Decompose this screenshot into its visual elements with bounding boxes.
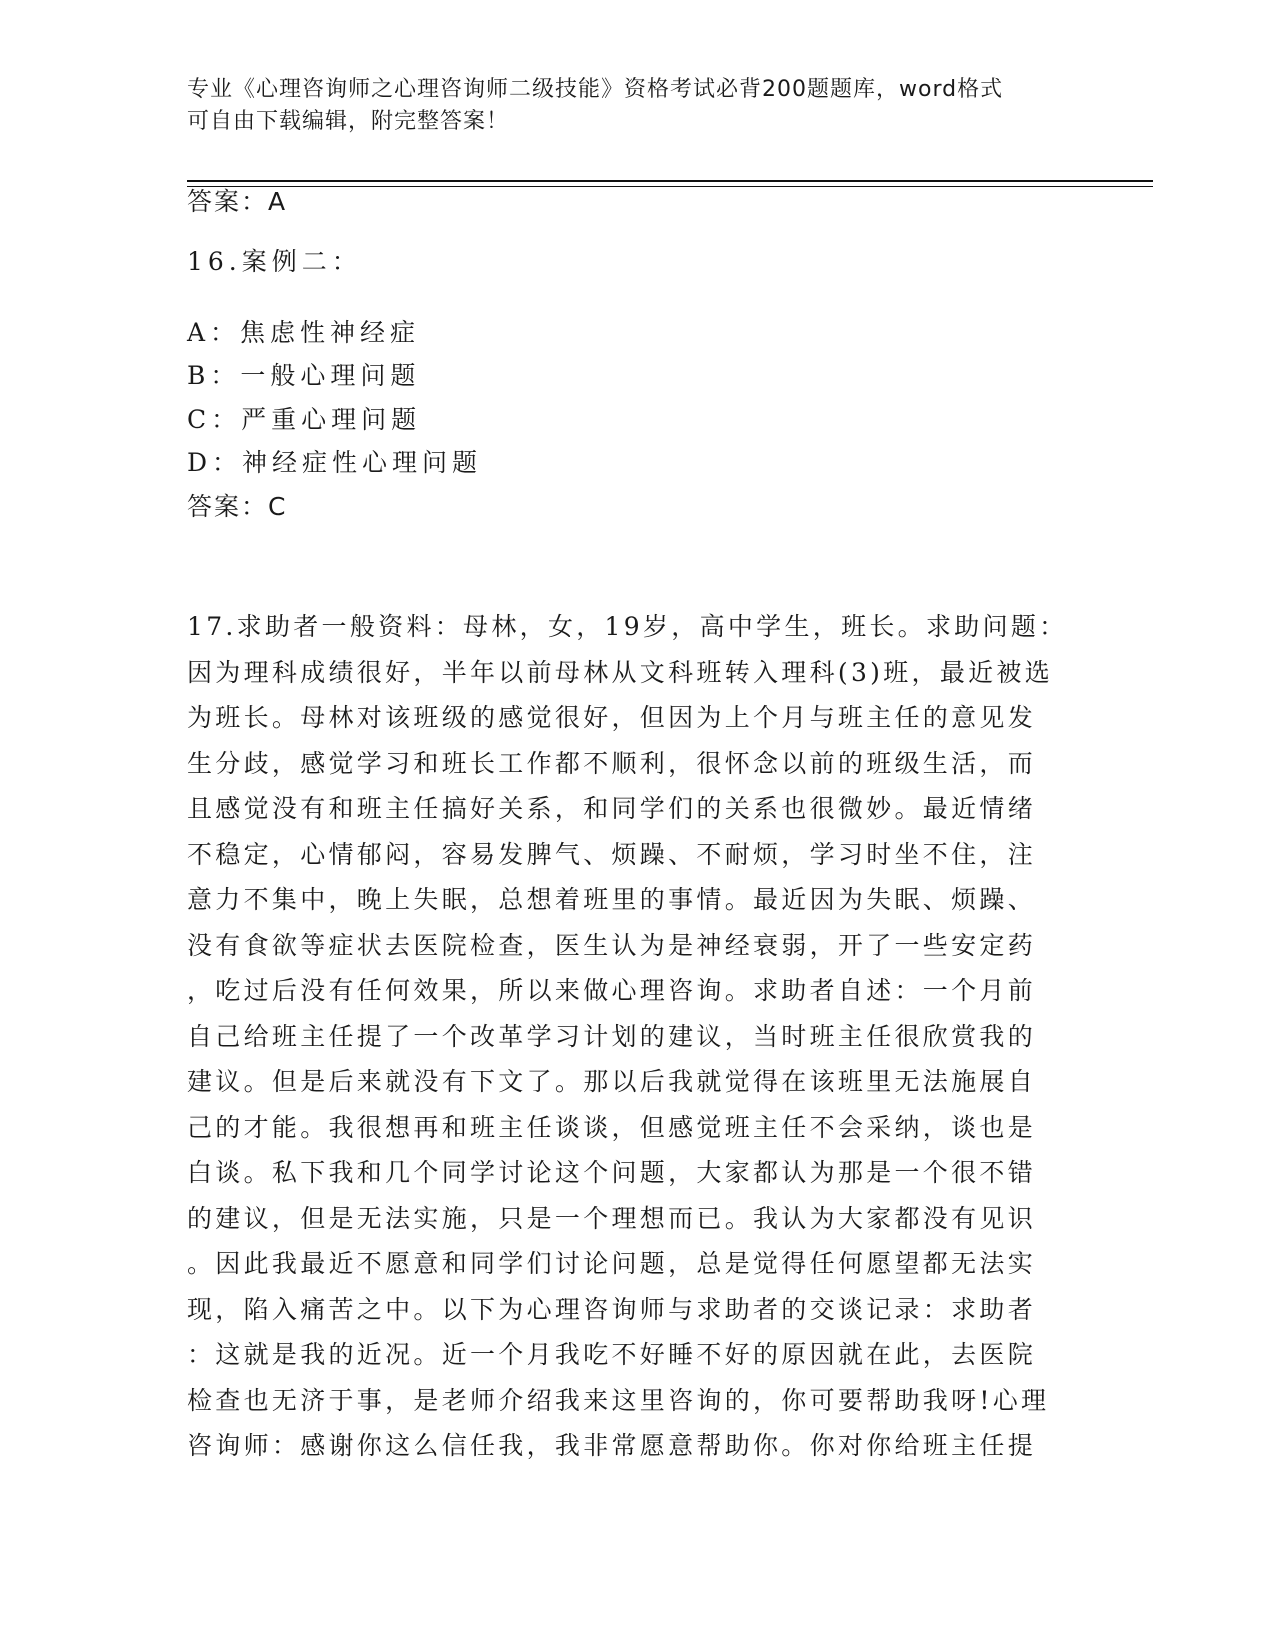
question-17-line: 没有食欲等症状去医院检查，医生认为是神经衰弱，开了一些安定药: [187, 930, 1037, 960]
document-header: [187, 74, 1067, 138]
question-17-line: 己的才能。我很想再和班主任谈谈，但感觉班主任不会采纳，谈也是: [187, 1112, 1037, 1142]
question-17-line: ，吃过后没有任何效果，所以来做心理咨询。求助者自述：一个月前: [187, 976, 1037, 1005]
question-17-body: [187, 604, 1067, 1469]
question-16-option-c: C：严重心理问题: [187, 405, 422, 434]
question-17-line: 建议。但是后来就没有下文了。那以后我就觉得在该班里无法施展自: [187, 1067, 1037, 1096]
question-17-line: ：这就是我的近况。近一个月我吃不好睡不好的原因就在此，去医院: [187, 1340, 1037, 1369]
question-17-line: 不稳定，心情郁闷，容易发脾气、烦躁、不耐烦，学习时坐不住，注: [187, 839, 1037, 869]
question-16-option-d: D：神经症性心理问题: [187, 448, 483, 477]
question-17-line: 检查也无济于事，是老师介绍我来这里咨询的，你可要帮助我呀!心理: [187, 1385, 1050, 1415]
question-17-line: 现，陷入痛苦之中。以下为心理咨询师与求助者的交谈记录：求助者: [187, 1294, 1037, 1324]
question-17-line: 的建议，但是无法实施，只是一个理想而已。我认为大家都没有见识: [187, 1203, 1037, 1233]
previous-answer: 答案：A: [187, 187, 288, 216]
header-divider-thick: [187, 180, 1153, 182]
question-17-line: 。因此我最近不愿意和同学们讨论问题，总是觉得任何愿望都无法实: [187, 1249, 1037, 1278]
header-line-1: 专业《心理咨询师之心理咨询师二级技能》资格考试必背200题题库，word格式: [187, 77, 1004, 102]
question-16-answer: 答案：C: [187, 492, 288, 521]
question-16-stem: 16.案例二：: [187, 247, 362, 276]
question-17-line: 生分歧，感觉学习和班长工作都不顺利，很怀念以前的班级生活，而: [187, 748, 1037, 778]
question-17-line: 且感觉没有和班主任搞好关系，和同学们的关系也很微妙。最近情绪: [187, 794, 1037, 823]
question-17-line: 为班长。母林对该班级的感觉很好，但因为上个月与班主任的意见发: [187, 703, 1037, 732]
question-16-option-b: B：一般心理问题: [187, 361, 421, 390]
header-line-2: 可自由下载编辑，附完整答案！: [187, 109, 510, 134]
question-16-option-a: A：焦虑性神经症: [187, 318, 421, 347]
question-17-line: 咨询师：感谢你这么信任我，我非常愿意帮助你。你对你给班主任提: [187, 1431, 1037, 1460]
question-17-line: 17.求助者一般资料：母林，女，19岁，高中学生，班长。求助问题：: [187, 612, 1068, 641]
question-17-line: 意力不集中，晚上失眠，总想着班里的事情。最近因为失眠、烦躁、: [187, 885, 1037, 914]
header-divider-thin: [187, 186, 1153, 187]
question-17-line: 白谈。私下我和几个同学讨论这个问题，大家都认为那是一个很不错: [187, 1158, 1037, 1187]
question-17-line: 自己给班主任提了一个改革学习计划的建议，当时班主任很欣赏我的: [187, 1021, 1037, 1051]
question-17-line: 因为理科成绩很好，半年以前母林从文科班转入理科(3)班，最近被选: [187, 657, 1054, 687]
